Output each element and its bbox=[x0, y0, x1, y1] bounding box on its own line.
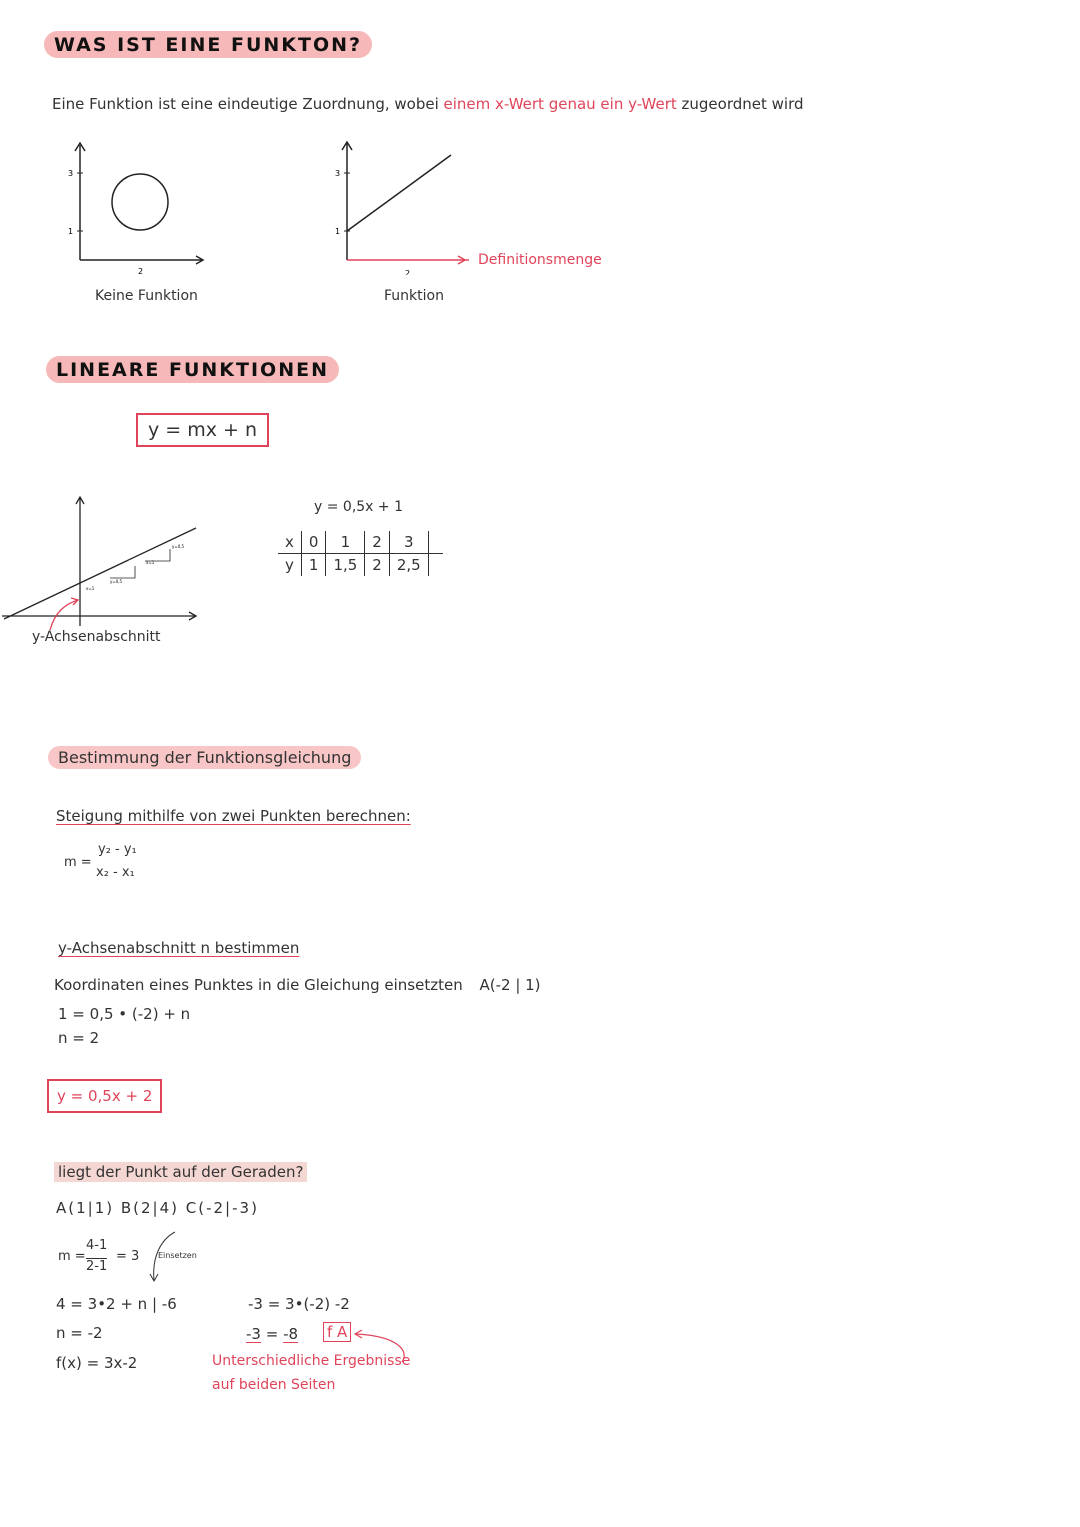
point-a: A(-2 | 1) bbox=[479, 976, 541, 994]
intercept-instruction bbox=[54, 976, 541, 994]
definition-end: zugeordnet wird bbox=[676, 95, 804, 113]
step-label-2: y=0,5 bbox=[172, 544, 185, 549]
result-box: y = 0,5x + 2 bbox=[47, 1079, 162, 1113]
step-label-4: x=1 bbox=[146, 560, 155, 565]
definition-highlight: einem x-Wert genau ein y-Wert bbox=[443, 95, 677, 113]
table-cell: 1 bbox=[326, 531, 365, 554]
check-line-1: -3 = 3•(-2) -2 bbox=[248, 1295, 350, 1313]
graph-linear-slope bbox=[0, 492, 210, 632]
caption-keine-funktion: Keine Funktion bbox=[95, 288, 198, 304]
y-tick-low-label: 1 bbox=[68, 227, 74, 236]
check-line-2 bbox=[246, 1325, 298, 1343]
slope-heading: Steigung mithilfe von zwei Punkten berechnen: bbox=[56, 807, 411, 825]
table-cell: 3 bbox=[389, 531, 428, 554]
table-cell: 2,5 bbox=[389, 554, 428, 577]
table-cell-empty bbox=[428, 554, 443, 577]
slope-formula-numerator: y₂ - y₁ bbox=[98, 842, 137, 857]
slope-calc-numerator: 4-1 bbox=[86, 1238, 108, 1253]
slope-formula-lhs: m = bbox=[64, 855, 92, 870]
definition-start: Eine Funktion ist eine eindeutige Zuordnung, wobei bbox=[52, 95, 444, 113]
circle-curve bbox=[112, 174, 168, 230]
subtitle-bestimmung: Bestimmung der Funktionsgleichung bbox=[48, 746, 361, 769]
instruction-text: Koordinaten eines Punktes in die Gleichung einsetzten bbox=[54, 976, 463, 994]
left-line-2: n = -2 bbox=[56, 1324, 103, 1342]
y-tick-low-label: 1 bbox=[335, 227, 341, 236]
calc-line-1: 1 = 0,5 • (-2) + n bbox=[58, 1005, 191, 1023]
calc-line-2: n = 2 bbox=[58, 1029, 100, 1047]
table-cell: 2 bbox=[365, 531, 390, 554]
slope-formula-denominator: x₂ - x₁ bbox=[96, 865, 135, 880]
definition-text bbox=[52, 95, 804, 113]
section-title-lineare: LINEARE FUNKTIONEN bbox=[46, 356, 339, 383]
check-left: -3 bbox=[246, 1325, 261, 1343]
table-equation: y = 0,5x + 1 bbox=[314, 499, 404, 515]
table-cell: 0 bbox=[301, 531, 326, 554]
domain-label: Definitionsmenge bbox=[478, 252, 602, 268]
question-heading: liegt der Punkt auf der Geraden? bbox=[54, 1162, 307, 1182]
table-header-y: y bbox=[285, 556, 294, 574]
linear-graph-line bbox=[4, 528, 196, 619]
slope-triangle-1 bbox=[110, 566, 135, 578]
x-tick-label: 2 bbox=[405, 269, 411, 275]
slope-calc-result: = 3 bbox=[116, 1249, 140, 1264]
general-equation-box: y = mx + n bbox=[136, 413, 269, 447]
table-cell: 1,5 bbox=[326, 554, 365, 577]
table-row-y bbox=[278, 554, 443, 577]
left-line-1: 4 = 3•2 + n | -6 bbox=[56, 1295, 177, 1313]
section-title-funktion: WAS IST EINE FUNKTON? bbox=[44, 31, 372, 58]
linear-graph-line bbox=[347, 155, 451, 231]
table-row-x bbox=[278, 531, 443, 554]
x-tick-label: 2 bbox=[138, 267, 144, 275]
slope-calc-lhs: m = bbox=[58, 1249, 86, 1264]
check-right: -8 bbox=[283, 1325, 299, 1343]
step-label-3: x=1 bbox=[86, 586, 95, 591]
note-line-1: Unterschiedliche Ergebnisse bbox=[212, 1353, 411, 1369]
note-line-2: auf beiden Seiten bbox=[212, 1377, 336, 1393]
insert-label: Einsetzen bbox=[158, 1251, 197, 1260]
table-header-x: x bbox=[278, 531, 301, 554]
step-label-1: y=0,5 bbox=[110, 579, 123, 584]
table-cell: 2 bbox=[365, 554, 390, 577]
intercept-heading: y-Achsenabschnitt n bestimmen bbox=[58, 939, 300, 957]
graph-keine-funktion bbox=[55, 135, 215, 275]
caption-funktion: Funktion bbox=[384, 288, 444, 304]
value-table bbox=[278, 531, 443, 576]
table-cell: 1 bbox=[301, 554, 326, 577]
slope-calc-denominator: 2-1 bbox=[86, 1259, 108, 1274]
points-list: A(1|1) B(2|4) C(-2|-3) bbox=[56, 1199, 259, 1217]
y-tick-top-label: 3 bbox=[335, 169, 341, 178]
left-line-3: f(x) = 3x-2 bbox=[56, 1354, 138, 1372]
intercept-label: y-Achsenabschnitt bbox=[32, 629, 161, 645]
check-eq: = bbox=[260, 1325, 284, 1343]
fa-box: f A bbox=[323, 1322, 351, 1342]
table-cell-empty bbox=[428, 531, 443, 554]
y-tick-top-label: 3 bbox=[68, 169, 74, 178]
